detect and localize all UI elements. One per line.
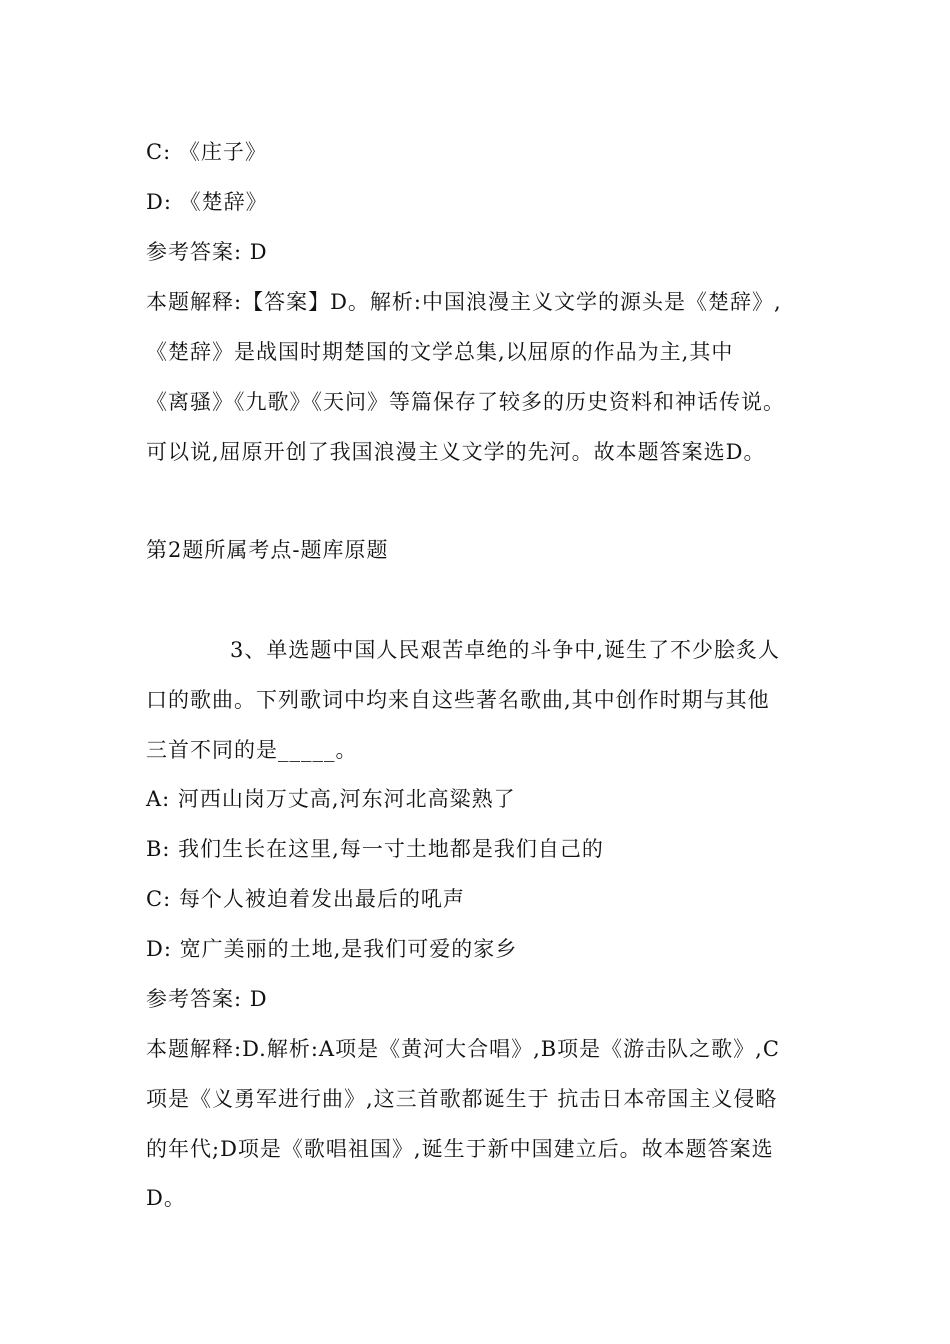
q1-option-d: D: 《楚辞》 — [146, 190, 268, 214]
section-note: 第2题所属考点-题库原题 — [146, 538, 389, 562]
q1-option-c: C: 《庄子》 — [146, 140, 267, 164]
q1-explanation-line: 《离骚》《九歌》《天问》等篇保存了较多的历史资料和神话传说。 — [146, 390, 785, 414]
q3-option-c: C: 每个人被迫着发出最后的吼声 — [146, 887, 465, 911]
q3-stem-line: 口的歌曲。下列歌词中均来自这些著名歌曲,其中创作时期与其他 — [146, 688, 770, 712]
q3-stem-line: 三首不同的是_____。 — [146, 738, 358, 762]
q3-explanation-line: 的年代;D项是《歌唱祖国》,诞生于新中国建立后。故本题答案选 — [146, 1137, 774, 1161]
q3-answer: 参考答案: D — [146, 987, 268, 1011]
q1-explanation-line: 本题解释:【答案】D。解析:中国浪漫主义文学的源头是《楚辞》, — [146, 290, 782, 314]
q3-option-a: A: 河西山岗万丈高,河东河北高粱熟了 — [146, 787, 516, 811]
q1-explanation-line: 《楚辞》是战国时期楚国的文学总集,以屈原的作品为主,其中 — [146, 340, 734, 364]
q3-option-d: D: 宽广美丽的土地,是我们可爱的家乡 — [146, 937, 518, 961]
q3-explanation-line: D。 — [146, 1186, 186, 1210]
q3-stem-line: 3、单选题中国人民艰苦卓绝的斗争中,诞生了不少脍炙人 — [230, 638, 781, 662]
q3-option-b: B: 我们生长在这里,每一寸土地都是我们自己的 — [146, 837, 604, 861]
q1-answer: 参考答案: D — [146, 240, 268, 264]
q1-explanation-line: 可以说,屈原开创了我国浪漫主义文学的先河。故本题答案选D。 — [146, 440, 766, 464]
q3-explanation-line: 项是《义勇军进行曲》,这三首歌都诞生于 抗击日本帝国主义侵略 — [146, 1087, 778, 1111]
q3-explanation-line: 本题解释:D.解析:A项是《黄河大合唱》,B项是《游击队之歌》,C — [146, 1037, 780, 1061]
